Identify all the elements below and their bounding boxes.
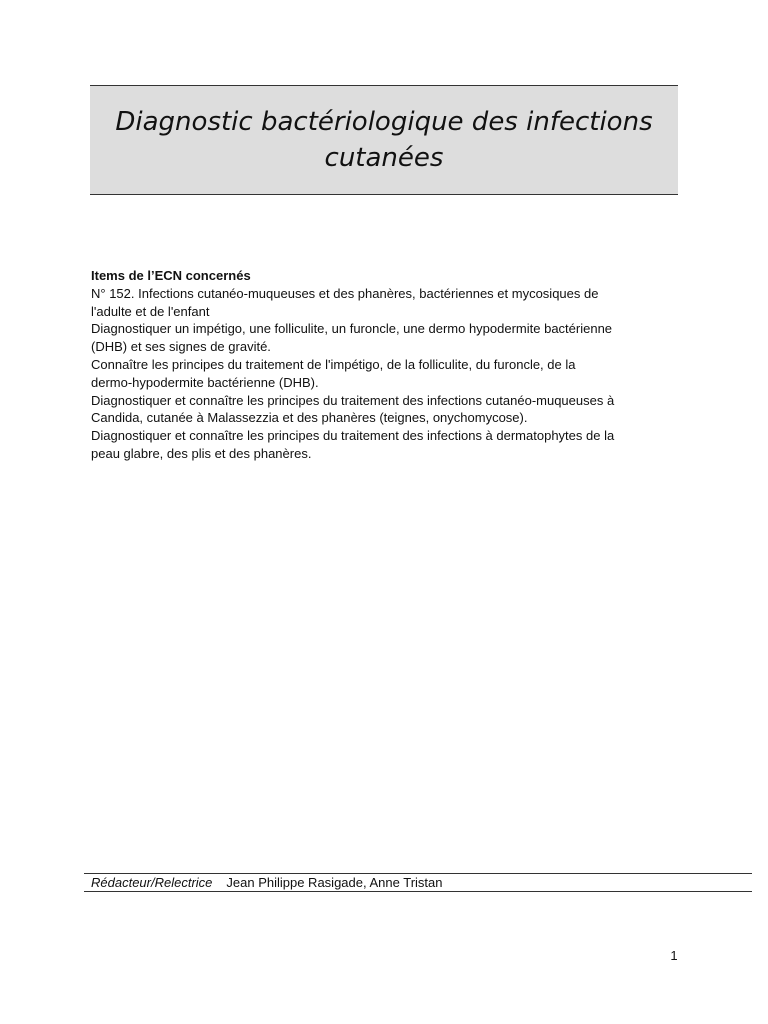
items-line: l'adulte et de l'enfant	[91, 303, 210, 319]
items-line: dermo-hypodermite bactérienne (DHB).	[91, 374, 319, 390]
author-label: Rédacteur/Relectrice	[91, 875, 213, 890]
items-heading: Items de l’ECN concernés	[91, 268, 251, 283]
items-line: Diagnostiquer et connaître les principes du traitement des infections cutanéo-muqueuses à	[91, 392, 615, 408]
items-section	[91, 267, 681, 463]
items-line: peau glabre, des plis et des phanères.	[91, 445, 312, 461]
document-title: Diagnostic bactériologique des infections cutanées	[115, 107, 653, 173]
author-names: Jean Philippe Rasigade, Anne Tristan	[226, 875, 443, 890]
items-line: (DHB) et ses signes de gravité.	[91, 339, 271, 355]
items-line: Diagnostiquer un impétigo, une folliculite, un furoncle, une dermo hypodermite bactérienne	[91, 321, 613, 337]
items-line: N° 152. Infections cutanéo-muqueuses et des phanères, bactériennes et mycosiques de	[91, 285, 599, 301]
items-line: Diagnostiquer et connaître les principes du traitement des infections à dermatophytes de la	[91, 428, 615, 444]
items-line: Connaître les principes du traitement de l'impétigo, de la folliculite, du furoncle, de la	[91, 356, 576, 372]
author-bar	[84, 873, 752, 892]
items-line: Candida, cutanée à Malassezzia et des phanères (teignes, onychomycose).	[91, 410, 528, 426]
page-number: 1	[670, 948, 678, 963]
title-box	[90, 85, 678, 195]
